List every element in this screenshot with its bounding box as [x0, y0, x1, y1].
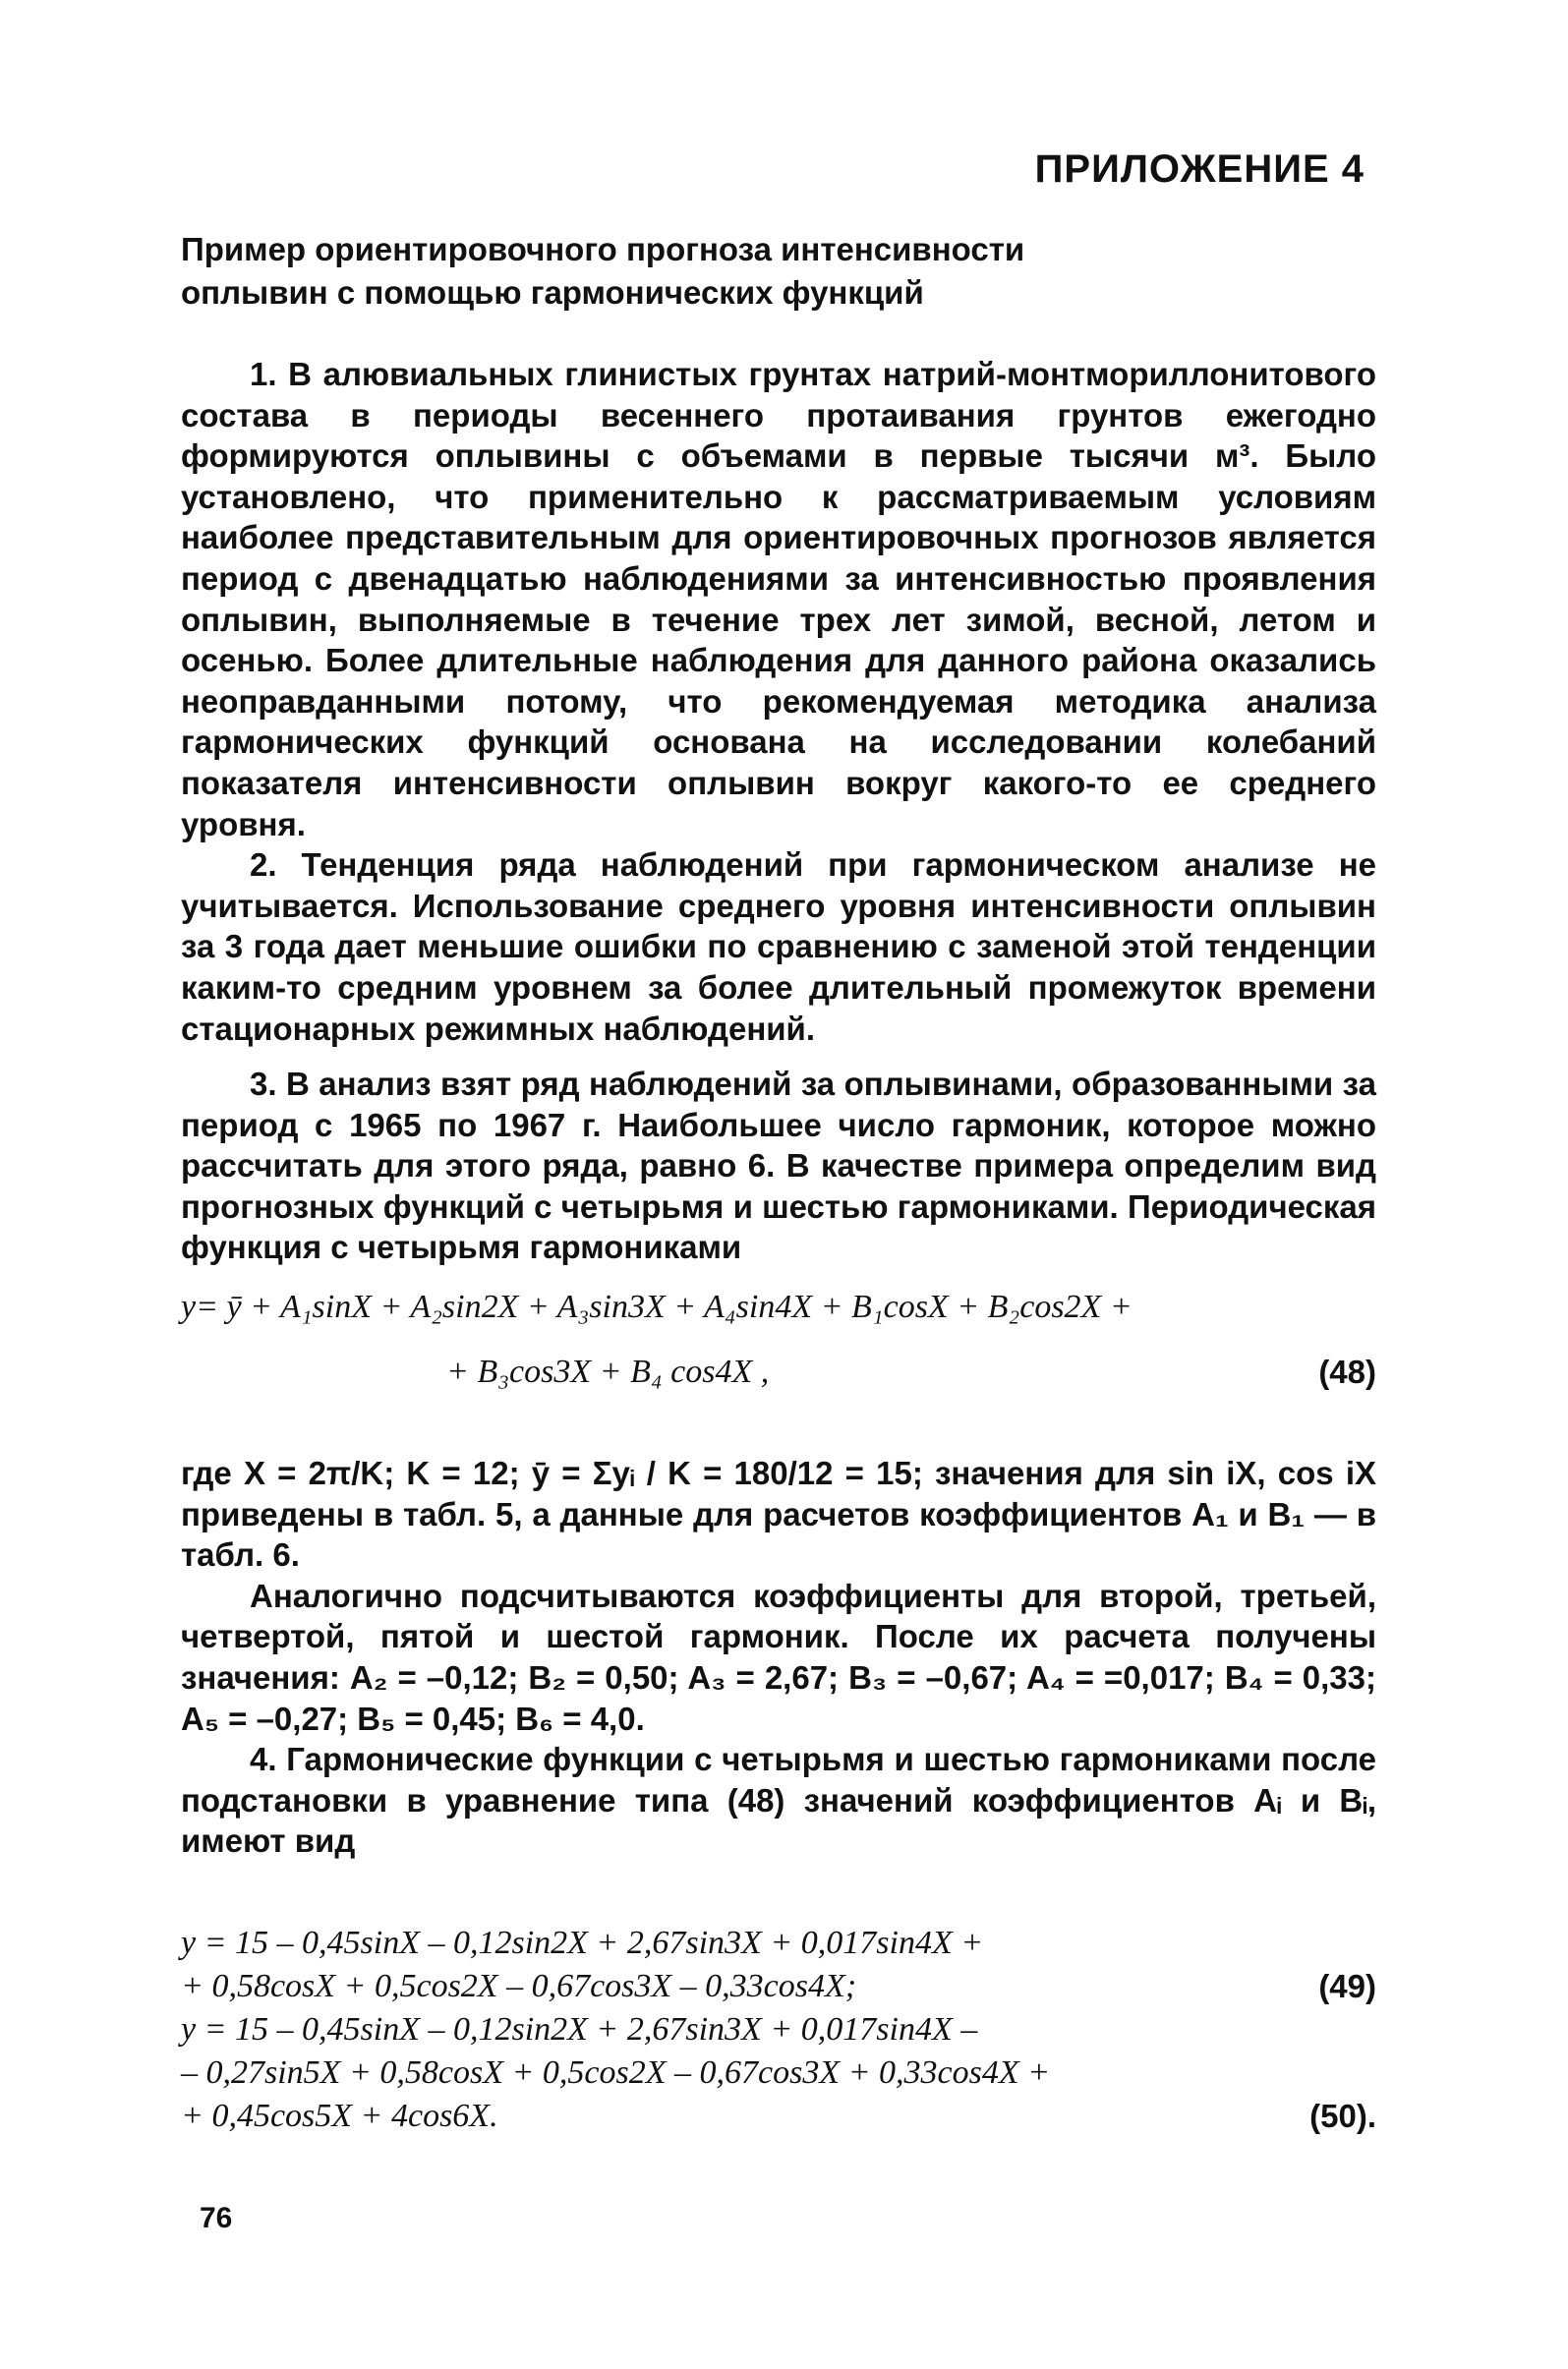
formula-48-line-2: + B₃cos3X + B₄ cos4X , [446, 1354, 770, 1390]
paragraph-2: 2. Тенденция ряда наблюдений при гармоническом анализе не учитывается. Использование среднего уровня интенсивности оплывин за 3 года дает меньшие ошибки по сравнению с заменой этой тенденции каким-то средним уровнем за более длительный промежуток времени стационарных режимных наблюдений. [181, 846, 1376, 1047]
paragraph-5: Аналогично подсчитываются коэффициенты для второй, третьей, четвертой, пятой и шестой гармоник. После их расчета получены значения: A₂ = –0,12; B₂ = 0,50; A₃ = 2,67; B₃ = –0,67; A₄ = =0,017; B₄ = 0,33; A₅ = –0,27; B₅ = 0,45; B₆ = 4,0. [181, 1577, 1376, 1737]
formula-50-line-2: – 0,27sin5X + 0,58cosX + 0,5cos2X – 0,67cos3X + 0,33cos4X + [181, 2054, 1051, 2091]
paragraph-3: 3. В анализ взят ряд наблюдений за оплывинами, образованными за период с 1965 по 1967 г. Наибольшее число гармоник, которое можно рассчитать для этого ряда, равно 6. В качестве примера определим вид прогнозных функций с четырьмя и шестью гармониками. Периодическая функция с четырьмя гармониками [181, 1066, 1376, 1266]
page-number: 76 [200, 2202, 233, 2234]
paragraph-1: 1. В алювиальных глинистых грунтах натрий-монтмориллонитового состава в периоды весеннего протаивания грунтов ежегодно формируются оплывины с объемами в первые тысячи м³. Было установлено, что применительно к рассматриваемым условиям наиболее представительным для ориентировочных прогнозов является период с двенадцатью наблюдениями за интенсивностью проявления оплывин, выполняемые в течение трех лет зимой, весной, летом и осенью. Более длительные наблюдения для данного района оказались неоправданными потому, что рекомендуемая методика анализа гармонических функций основана на исследовании колебаний показателя интенсивности оплывин вокруг какого-то ее среднего уровня. [181, 356, 1376, 842]
body-section-1 [181, 354, 1376, 1049]
formula-48 [181, 1286, 1376, 1394]
equation-number-49: (49) [1318, 1968, 1376, 2004]
formula-49-line-1: y = 15 – 0,45sinX – 0,12sin2X + 2,67sin3X + 0,017sin4X + [181, 1925, 984, 1961]
formula-49-line-2: + 0,58cosX + 0,5cos2X – 0,67cos3X – 0,33cos4X; [181, 1968, 857, 2004]
paragraph-6: 4. Гармонические функции с четырьмя и шестью гармониками после подстановки в уравнение типа (48) значений коэффициентов Aᵢ и Bᵢ, имеют вид [181, 1741, 1376, 1860]
body-section-2 [181, 1064, 1376, 1268]
formula-50-line-1: y = 15 – 0,45sinX – 0,12sin2X + 2,67sin3X + 0,017sin4X – [181, 2011, 978, 2048]
paragraph-4: где X = 2π/K; K = 12; ȳ = Σyᵢ / K = 180/12 = 15; значения для sin iX, cos iX приведены в табл. 5, а данные для расчетов коэффициентов A₁ и B₁ — в табл. 6. [181, 1455, 1376, 1574]
formula-48-line-1: y= ȳ + A₁sinX + A₂sin2X + A₃sin3X + A₄sin4X + B₁cosX + B₂cos2X + [181, 1289, 1132, 1325]
page-title [181, 228, 1262, 315]
formula-50-line-3: + 0,45cos5X + 4cos6X. [181, 2098, 498, 2134]
appendix-heading: ПРИЛОЖЕНИЕ 4 [1034, 147, 1365, 191]
equation-number-50: (50). [1309, 2098, 1376, 2134]
formula-50 [181, 2008, 1376, 2138]
equation-number-48: (48) [1318, 1354, 1376, 1390]
title-line-1: Пример ориентировочного прогноза интенсивности [181, 231, 1025, 267]
formula-49 [181, 1922, 1376, 2008]
title-line-2: оплывин с помощью гармонических функций [181, 274, 924, 311]
body-section-3 [181, 1453, 1376, 1862]
